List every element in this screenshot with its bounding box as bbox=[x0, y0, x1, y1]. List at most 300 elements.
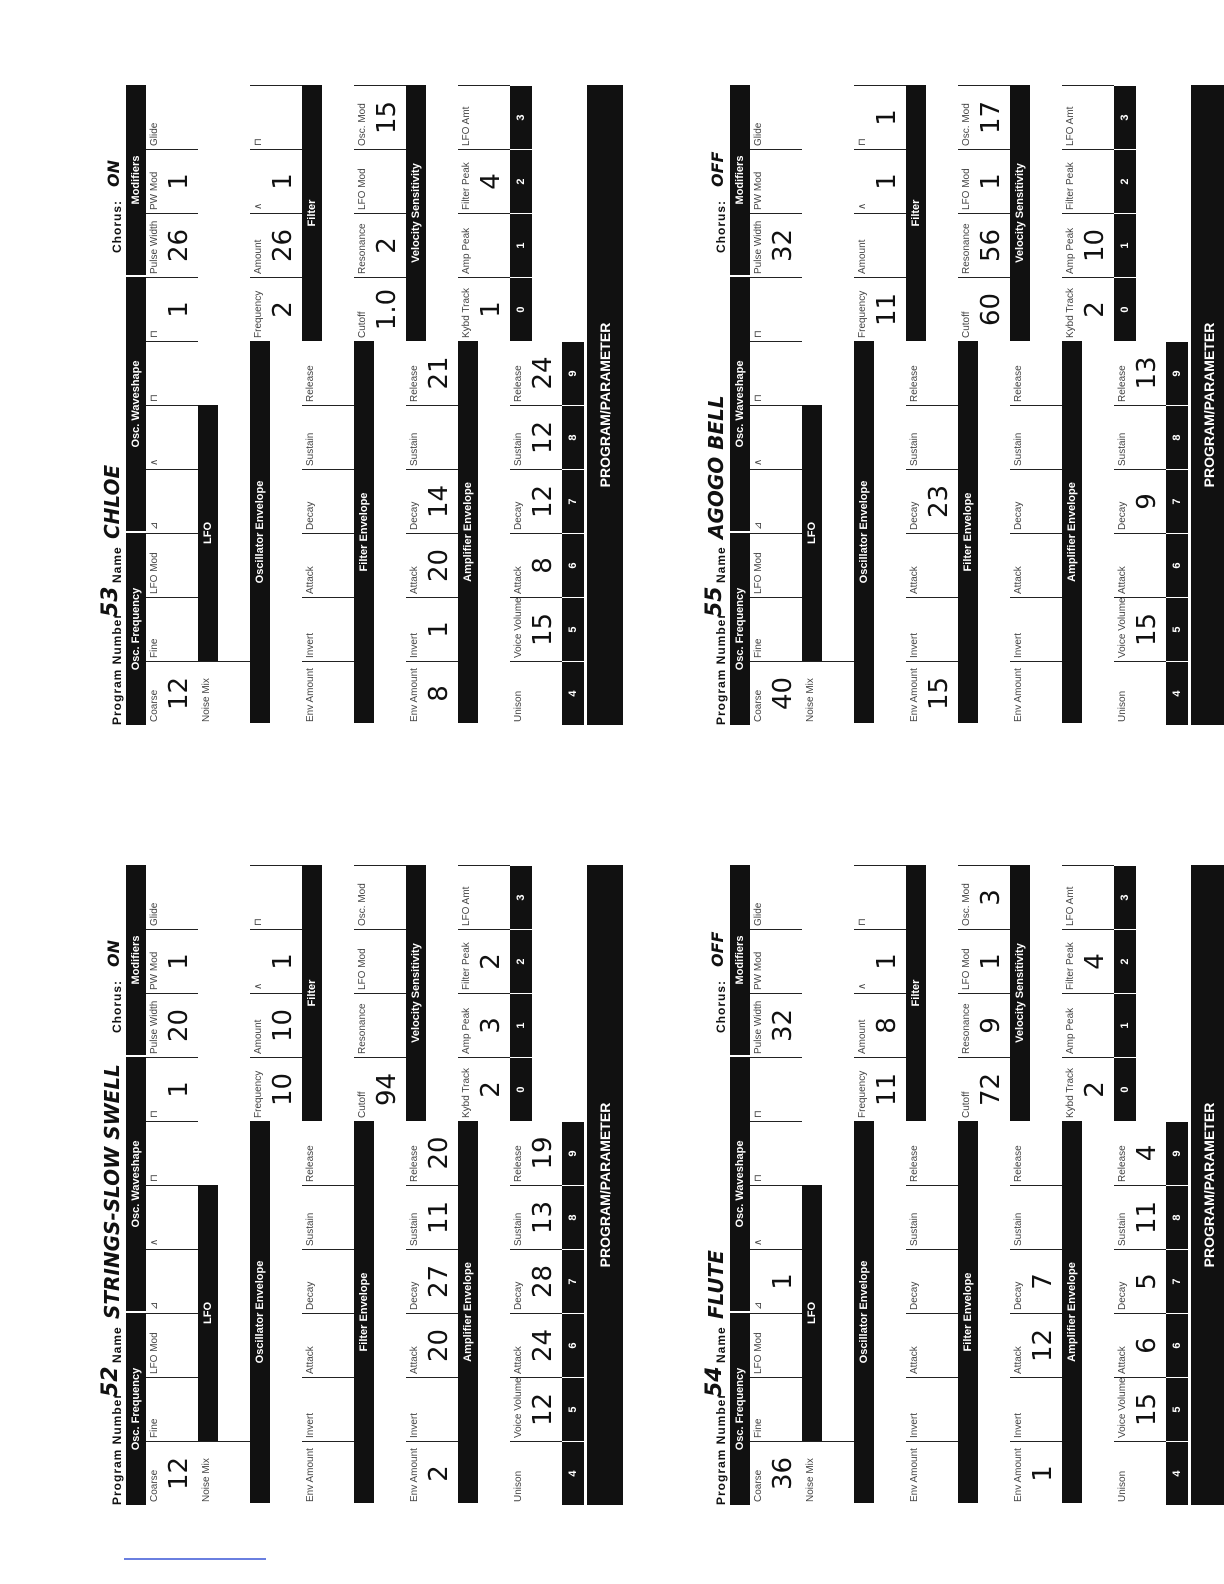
parameter-cell[interactable] bbox=[510, 405, 562, 469]
parameter-cell[interactable] bbox=[1010, 1313, 1062, 1377]
parameter-cell[interactable] bbox=[406, 597, 458, 661]
parameter-cell[interactable] bbox=[750, 213, 802, 277]
chorus-value[interactable]: ON bbox=[104, 160, 123, 187]
parameter-value[interactable]: 1 bbox=[768, 1273, 798, 1290]
chorus-value[interactable]: OFF bbox=[708, 151, 727, 187]
parameter-value[interactable]: 12 bbox=[164, 676, 194, 711]
parameter-cell[interactable] bbox=[302, 469, 354, 533]
parameter-value[interactable]: 20 bbox=[424, 548, 454, 583]
parameter-value[interactable]: 3 bbox=[976, 889, 1006, 906]
parameter-cell[interactable] bbox=[302, 1377, 354, 1441]
parameter-cell[interactable] bbox=[458, 85, 510, 149]
parameter-cell[interactable] bbox=[1010, 661, 1062, 725]
parameter-value[interactable]: 8 bbox=[424, 685, 454, 702]
parameter-cell[interactable] bbox=[406, 1185, 458, 1249]
parameter-cell[interactable] bbox=[146, 469, 198, 533]
parameter-cell[interactable] bbox=[146, 405, 198, 469]
parameter-cell[interactable] bbox=[250, 213, 302, 277]
program-parameter-key[interactable]: 2 bbox=[510, 149, 532, 213]
parameter-cell[interactable] bbox=[250, 1057, 302, 1121]
parameter-cell[interactable] bbox=[146, 149, 198, 213]
parameter-cell[interactable] bbox=[354, 993, 406, 1057]
parameter-value[interactable]: 9 bbox=[976, 1017, 1006, 1034]
parameter-cell[interactable] bbox=[250, 149, 302, 213]
parameter-cell[interactable] bbox=[146, 533, 198, 597]
parameter-cell[interactable] bbox=[406, 1249, 458, 1313]
parameter-value[interactable]: 15 bbox=[528, 612, 558, 647]
program-parameter-key[interactable]: 0 bbox=[510, 1057, 532, 1121]
program-parameter-key[interactable]: 4 bbox=[1166, 661, 1188, 725]
parameter-value[interactable]: 2 bbox=[372, 237, 402, 254]
program-name-value[interactable]: FLUTE bbox=[704, 1250, 728, 1319]
parameter-value[interactable]: 17 bbox=[976, 100, 1006, 135]
parameter-cell[interactable] bbox=[146, 341, 198, 405]
parameter-value[interactable]: 15 bbox=[372, 100, 402, 135]
parameter-cell[interactable] bbox=[750, 929, 802, 993]
parameter-value[interactable]: 3 bbox=[476, 1017, 506, 1034]
parameter-value[interactable]: 1 bbox=[872, 953, 902, 970]
parameter-value[interactable]: 36 bbox=[768, 1456, 798, 1491]
parameter-value[interactable]: 2 bbox=[1080, 1081, 1110, 1098]
parameter-value[interactable]: 12 bbox=[528, 484, 558, 519]
parameter-value[interactable]: 9 bbox=[1132, 493, 1162, 510]
program-parameter-key[interactable]: 5 bbox=[1166, 597, 1188, 661]
parameter-value[interactable]: 7 bbox=[1028, 1273, 1058, 1290]
parameter-cell[interactable] bbox=[458, 149, 510, 213]
parameter-value[interactable]: 32 bbox=[768, 228, 798, 263]
parameter-cell[interactable] bbox=[1062, 1057, 1114, 1121]
parameter-label: Osc. Mod bbox=[961, 883, 972, 926]
program-parameter-key[interactable]: 3 bbox=[1114, 865, 1136, 929]
parameter-value[interactable]: 12 bbox=[528, 420, 558, 455]
program-parameter-key[interactable]: 9 bbox=[562, 1121, 584, 1185]
parameter-cell[interactable] bbox=[354, 929, 406, 993]
parameter-cell[interactable] bbox=[1062, 993, 1114, 1057]
parameter-cell[interactable] bbox=[406, 341, 458, 405]
parameter-cell[interactable] bbox=[302, 597, 354, 661]
parameter-value[interactable]: 10 bbox=[268, 1072, 298, 1107]
parameter-cell[interactable] bbox=[750, 1441, 802, 1505]
parameter-cell[interactable] bbox=[906, 533, 958, 597]
parameter-cell[interactable] bbox=[854, 993, 906, 1057]
parameter-cell[interactable] bbox=[354, 85, 406, 149]
parameter-cell[interactable] bbox=[250, 993, 302, 1057]
parameter-cell[interactable] bbox=[750, 1121, 802, 1185]
parameter-cell[interactable] bbox=[1114, 1185, 1166, 1249]
program-parameter-key[interactable]: 4 bbox=[562, 1441, 584, 1505]
program-number-value[interactable]: 55 bbox=[702, 586, 727, 617]
parameter-cell[interactable] bbox=[146, 929, 198, 993]
program-parameter-key[interactable]: 8 bbox=[562, 405, 584, 469]
program-parameter-key[interactable]: 2 bbox=[510, 929, 532, 993]
parameter-cell[interactable] bbox=[354, 1057, 406, 1121]
parameter-cell[interactable] bbox=[510, 1441, 562, 1505]
parameter-value[interactable]: 1 bbox=[164, 1081, 194, 1098]
program-parameter-key[interactable]: 7 bbox=[1166, 469, 1188, 533]
parameter-cell[interactable] bbox=[510, 1377, 562, 1441]
parameter-cell[interactable] bbox=[854, 85, 906, 149]
parameter-value[interactable]: 11 bbox=[424, 1200, 454, 1235]
parameter-cell[interactable] bbox=[146, 1313, 198, 1377]
parameter-cell[interactable] bbox=[1114, 1313, 1166, 1377]
parameter-cell[interactable] bbox=[854, 277, 906, 341]
program-name-value[interactable]: CHLOE bbox=[100, 464, 124, 539]
program-parameter-key[interactable]: 5 bbox=[562, 1377, 584, 1441]
parameter-cell[interactable] bbox=[906, 341, 958, 405]
parameter-cell[interactable] bbox=[958, 149, 1010, 213]
parameter-cell[interactable] bbox=[854, 213, 906, 277]
parameter-cell[interactable] bbox=[510, 341, 562, 405]
parameter-cell[interactable] bbox=[750, 405, 802, 469]
parameter-cell[interactable] bbox=[854, 1057, 906, 1121]
program-parameter-key[interactable]: 9 bbox=[1166, 1121, 1188, 1185]
parameter-cell[interactable] bbox=[1010, 1185, 1062, 1249]
parameter-value[interactable]: 72 bbox=[976, 1072, 1006, 1107]
program-parameter-key[interactable]: 1 bbox=[510, 213, 532, 277]
parameter-value[interactable]: 1 bbox=[476, 301, 506, 318]
parameter-value[interactable]: 40 bbox=[768, 676, 798, 711]
parameter-value[interactable]: 20 bbox=[424, 1136, 454, 1170]
program-parameter-key[interactable]: 6 bbox=[1166, 1313, 1188, 1377]
parameter-value[interactable]: 4 bbox=[476, 173, 506, 190]
parameter-cell[interactable] bbox=[146, 85, 198, 149]
parameter-cell[interactable] bbox=[906, 597, 958, 661]
parameter-cell[interactable] bbox=[802, 661, 854, 725]
parameter-cell[interactable] bbox=[1114, 341, 1166, 405]
parameter-cell[interactable] bbox=[906, 1249, 958, 1313]
program-parameter-key[interactable]: 7 bbox=[562, 1249, 584, 1313]
parameter-value[interactable]: 21 bbox=[424, 356, 454, 390]
program-name-value[interactable]: STRINGS-SLOW SWELL bbox=[100, 1064, 124, 1319]
parameter-cell[interactable] bbox=[750, 865, 802, 929]
parameter-cell[interactable] bbox=[1114, 597, 1166, 661]
parameter-cell[interactable] bbox=[854, 149, 906, 213]
parameter-value[interactable]: 20 bbox=[164, 1008, 194, 1043]
program-parameter-key[interactable]: 3 bbox=[1114, 85, 1136, 149]
parameter-cell[interactable] bbox=[958, 85, 1010, 149]
program-number-value[interactable]: 54 bbox=[702, 1366, 727, 1397]
chorus-value[interactable]: ON bbox=[104, 940, 123, 967]
parameter-cell[interactable] bbox=[354, 149, 406, 213]
parameter-cell[interactable] bbox=[1062, 213, 1114, 277]
parameter-cell[interactable] bbox=[302, 1441, 354, 1505]
parameter-label: Invert bbox=[1013, 1412, 1024, 1438]
parameter-value[interactable]: 10 bbox=[268, 1008, 298, 1043]
program-number-value[interactable]: 53 bbox=[98, 586, 123, 617]
parameter-cell[interactable] bbox=[302, 1185, 354, 1249]
parameter-cell[interactable] bbox=[510, 1185, 562, 1249]
parameter-value[interactable]: 8 bbox=[528, 557, 558, 574]
parameter-cell[interactable] bbox=[302, 533, 354, 597]
parameter-value[interactable]: 2 bbox=[424, 1465, 454, 1482]
chorus-value[interactable]: OFF bbox=[708, 931, 727, 967]
parameter-cell[interactable] bbox=[510, 533, 562, 597]
parameter-cell[interactable] bbox=[750, 1249, 802, 1313]
parameter-cell[interactable] bbox=[1062, 277, 1114, 341]
parameter-cell[interactable] bbox=[406, 1441, 458, 1505]
parameter-cell[interactable] bbox=[406, 1121, 458, 1185]
parameter-value[interactable]: 1 bbox=[976, 953, 1006, 970]
parameter-value[interactable]: 28 bbox=[528, 1264, 558, 1299]
parameter-cell[interactable] bbox=[958, 1057, 1010, 1121]
parameter-cell[interactable] bbox=[1114, 405, 1166, 469]
parameter-value[interactable]: 4 bbox=[1132, 1144, 1162, 1162]
parameter-cell[interactable] bbox=[458, 993, 510, 1057]
program-parameter-key[interactable]: 1 bbox=[510, 993, 532, 1057]
parameter-cell[interactable] bbox=[750, 1313, 802, 1377]
parameter-value[interactable]: 56 bbox=[976, 228, 1006, 263]
parameter-cell[interactable] bbox=[146, 865, 198, 929]
parameter-cell[interactable] bbox=[146, 597, 198, 661]
parameter-cell[interactable] bbox=[146, 213, 198, 277]
parameter-value[interactable]: 1 bbox=[164, 173, 194, 190]
parameter-cell[interactable] bbox=[1114, 1377, 1166, 1441]
parameter-cell[interactable] bbox=[802, 1441, 854, 1505]
parameter-value[interactable]: 26 bbox=[268, 228, 298, 263]
parameter-cell[interactable] bbox=[958, 277, 1010, 341]
program-parameter-key[interactable]: 9 bbox=[562, 341, 584, 405]
parameter-cell[interactable] bbox=[1010, 533, 1062, 597]
program-parameter-key[interactable]: 0 bbox=[1114, 277, 1136, 341]
parameter-cell[interactable] bbox=[1010, 597, 1062, 661]
program-number-value[interactable]: 52 bbox=[98, 1366, 123, 1397]
parameter-value[interactable]: 11 bbox=[872, 292, 902, 327]
parameter-cell[interactable] bbox=[1010, 405, 1062, 469]
parameter-value[interactable]: 11 bbox=[1132, 1200, 1162, 1235]
parameter-cell[interactable] bbox=[958, 993, 1010, 1057]
parameter-cell[interactable] bbox=[458, 213, 510, 277]
parameter-value[interactable]: 11 bbox=[872, 1072, 902, 1107]
parameter-cell[interactable] bbox=[1114, 469, 1166, 533]
program-name-value[interactable]: AGOGO BELL bbox=[704, 395, 728, 539]
parameter-value[interactable]: 1 bbox=[872, 109, 902, 126]
parameter-value[interactable]: 20 bbox=[424, 1328, 454, 1363]
parameter-cell[interactable] bbox=[510, 597, 562, 661]
program-parameter-key[interactable]: 0 bbox=[510, 277, 532, 341]
parameter-cell[interactable] bbox=[906, 1313, 958, 1377]
program-parameter-key[interactable]: 0 bbox=[1114, 1057, 1136, 1121]
parameter-value[interactable]: 26 bbox=[164, 228, 194, 263]
parameter-cell[interactable] bbox=[906, 1185, 958, 1249]
parameter-cell[interactable] bbox=[146, 1185, 198, 1249]
parameter-cell[interactable] bbox=[1114, 533, 1166, 597]
program-parameter-key[interactable]: 7 bbox=[1166, 1249, 1188, 1313]
parameter-cell[interactable] bbox=[146, 661, 198, 725]
parameter-cell[interactable] bbox=[1114, 661, 1166, 725]
parameter-cell[interactable] bbox=[198, 1441, 250, 1505]
parameter-value[interactable]: 94 bbox=[372, 1072, 402, 1107]
parameter-cell[interactable] bbox=[854, 929, 906, 993]
parameter-value[interactable]: 24 bbox=[528, 356, 558, 390]
parameter-value[interactable]: 23 bbox=[924, 484, 954, 519]
parameter-cell[interactable] bbox=[750, 1057, 802, 1121]
parameter-value[interactable]: 60 bbox=[976, 292, 1006, 327]
program-parameter-key[interactable]: 6 bbox=[1166, 533, 1188, 597]
parameter-value[interactable]: 12 bbox=[164, 1456, 194, 1491]
parameter-value[interactable]: 12 bbox=[528, 1392, 558, 1427]
program-parameter-key[interactable]: 8 bbox=[562, 1185, 584, 1249]
parameter-value[interactable]: 2 bbox=[1080, 301, 1110, 318]
parameter-cell[interactable] bbox=[1010, 1249, 1062, 1313]
program-parameter-key[interactable]: 7 bbox=[562, 469, 584, 533]
parameter-cell[interactable] bbox=[302, 1121, 354, 1185]
parameter-cell[interactable] bbox=[906, 1121, 958, 1185]
parameter-cell[interactable] bbox=[510, 661, 562, 725]
parameter-cell[interactable] bbox=[906, 405, 958, 469]
program-parameter-key[interactable]: 1 bbox=[1114, 993, 1136, 1057]
parameter-cell[interactable] bbox=[146, 1121, 198, 1185]
parameter-cell[interactable] bbox=[302, 341, 354, 405]
parameter-label: ⊿ bbox=[149, 521, 160, 530]
program-parameter-key[interactable]: 6 bbox=[562, 533, 584, 597]
program-parameter-key[interactable]: 4 bbox=[1166, 1441, 1188, 1505]
parameter-cell[interactable] bbox=[406, 469, 458, 533]
program-parameter-key[interactable]: 4 bbox=[562, 661, 584, 725]
parameter-cell[interactable] bbox=[750, 85, 802, 149]
parameter-cell[interactable] bbox=[1062, 865, 1114, 929]
parameter-value[interactable]: 19 bbox=[528, 1136, 558, 1170]
parameter-cell[interactable] bbox=[750, 993, 802, 1057]
parameter-cell[interactable] bbox=[146, 1441, 198, 1505]
parameter-cell[interactable] bbox=[1114, 1441, 1166, 1505]
parameter-cell[interactable] bbox=[198, 661, 250, 725]
parameter-cell[interactable] bbox=[510, 1249, 562, 1313]
parameter-cell[interactable] bbox=[146, 1057, 198, 1121]
parameter-cell[interactable] bbox=[1010, 1441, 1062, 1505]
parameter-cell[interactable] bbox=[1010, 341, 1062, 405]
parameter-cell[interactable] bbox=[250, 85, 302, 149]
program-parameter-key[interactable]: 8 bbox=[1166, 1185, 1188, 1249]
parameter-value[interactable]: 14 bbox=[424, 484, 454, 519]
parameter-cell[interactable] bbox=[906, 1441, 958, 1505]
parameter-cell[interactable] bbox=[958, 865, 1010, 929]
parameter-value[interactable]: 1 bbox=[872, 173, 902, 190]
program-parameter-key[interactable]: 5 bbox=[1166, 1377, 1188, 1441]
program-parameter-key[interactable]: 5 bbox=[562, 597, 584, 661]
parameter-value[interactable]: 1 bbox=[268, 953, 298, 970]
program-parameter-key[interactable]: 1 bbox=[1114, 213, 1136, 277]
parameter-value[interactable]: 2 bbox=[476, 953, 506, 970]
parameter-cell[interactable] bbox=[1062, 929, 1114, 993]
parameter-value[interactable]: 1 bbox=[424, 621, 454, 638]
program-parameter-key[interactable]: 8 bbox=[1166, 405, 1188, 469]
parameter-cell[interactable] bbox=[250, 865, 302, 929]
parameter-cell[interactable] bbox=[958, 929, 1010, 993]
parameter-value[interactable]: 2 bbox=[268, 301, 298, 318]
parameter-value[interactable]: 1 bbox=[268, 173, 298, 190]
parameter-cell[interactable] bbox=[406, 1313, 458, 1377]
parameter-value[interactable]: 1 bbox=[976, 173, 1006, 190]
parameter-value[interactable]: 6 bbox=[1132, 1337, 1162, 1354]
program-parameter-key[interactable]: 2 bbox=[1114, 929, 1136, 993]
parameter-cell[interactable] bbox=[750, 149, 802, 213]
parameter-cell[interactable] bbox=[302, 1313, 354, 1377]
parameter-cell[interactable] bbox=[406, 405, 458, 469]
parameter-cell[interactable] bbox=[906, 1377, 958, 1441]
parameter-cell[interactable] bbox=[302, 1249, 354, 1313]
parameter-value[interactable]: 2 bbox=[476, 1081, 506, 1098]
parameter-cell[interactable] bbox=[906, 469, 958, 533]
parameter-value[interactable]: 24 bbox=[528, 1328, 558, 1363]
parameter-label: ⊓ bbox=[253, 918, 264, 926]
parameter-cell[interactable] bbox=[510, 1121, 562, 1185]
parameter-cell[interactable] bbox=[458, 929, 510, 993]
parameter-cell[interactable] bbox=[958, 213, 1010, 277]
parameter-cell[interactable] bbox=[458, 865, 510, 929]
parameter-cell[interactable] bbox=[750, 341, 802, 405]
parameter-cell[interactable] bbox=[250, 277, 302, 341]
parameter-value[interactable]: 27 bbox=[424, 1264, 454, 1299]
parameter-cell[interactable] bbox=[146, 1249, 198, 1313]
parameter-cell[interactable] bbox=[1114, 1249, 1166, 1313]
parameter-value[interactable]: 12 bbox=[1028, 1328, 1058, 1363]
parameter-cell[interactable] bbox=[750, 1377, 802, 1441]
parameter-value[interactable]: 10 bbox=[1080, 228, 1110, 263]
parameter-value[interactable]: 13 bbox=[1132, 356, 1162, 390]
program-parameter-key[interactable]: 6 bbox=[562, 1313, 584, 1377]
parameter-value[interactable]: 5 bbox=[1132, 1273, 1162, 1290]
parameter-value[interactable]: 13 bbox=[528, 1200, 558, 1235]
parameter-cell[interactable] bbox=[906, 661, 958, 725]
parameter-value[interactable]: 15 bbox=[924, 676, 954, 711]
parameter-cell[interactable] bbox=[750, 597, 802, 661]
parameter-cell[interactable] bbox=[510, 1313, 562, 1377]
parameter-cell[interactable] bbox=[354, 277, 406, 341]
parameter-value[interactable]: 1 bbox=[1028, 1465, 1058, 1482]
parameter-cell[interactable] bbox=[250, 929, 302, 993]
parameter-cell[interactable] bbox=[1114, 1121, 1166, 1185]
parameter-cell[interactable] bbox=[1062, 149, 1114, 213]
parameter-value[interactable]: 1 bbox=[164, 953, 194, 970]
parameter-value[interactable]: 32 bbox=[768, 1008, 798, 1043]
parameter-value[interactable]: 4 bbox=[1080, 953, 1110, 970]
parameter-cell[interactable] bbox=[354, 865, 406, 929]
parameter-cell[interactable] bbox=[750, 661, 802, 725]
program-parameter-key[interactable]: 9 bbox=[1166, 341, 1188, 405]
parameter-cell[interactable] bbox=[146, 993, 198, 1057]
parameter-cell[interactable] bbox=[406, 661, 458, 725]
parameter-cell[interactable] bbox=[406, 533, 458, 597]
parameter-cell[interactable] bbox=[1010, 1377, 1062, 1441]
parameter-value[interactable]: 15 bbox=[1132, 1392, 1162, 1427]
program-parameter-key[interactable]: 3 bbox=[510, 865, 532, 929]
parameter-cell[interactable] bbox=[354, 213, 406, 277]
parameter-cell[interactable] bbox=[302, 661, 354, 725]
parameter-cell[interactable] bbox=[146, 277, 198, 341]
parameter-cell[interactable] bbox=[750, 277, 802, 341]
parameter-cell[interactable] bbox=[510, 469, 562, 533]
parameter-label: LFO Mod bbox=[149, 552, 160, 594]
parameter-cell[interactable] bbox=[458, 1057, 510, 1121]
parameter-cell[interactable] bbox=[146, 1377, 198, 1441]
parameter-value[interactable]: 1 bbox=[164, 301, 194, 318]
parameter-cell[interactable] bbox=[1062, 85, 1114, 149]
parameter-cell[interactable] bbox=[854, 865, 906, 929]
program-parameter-key[interactable]: 2 bbox=[1114, 149, 1136, 213]
parameter-cell[interactable] bbox=[750, 469, 802, 533]
parameter-value[interactable]: 1.0 bbox=[372, 288, 402, 331]
parameter-cell[interactable] bbox=[458, 277, 510, 341]
parameter-value[interactable]: 15 bbox=[1132, 612, 1162, 647]
parameter-cell[interactable] bbox=[1010, 1121, 1062, 1185]
parameter-cell[interactable] bbox=[750, 533, 802, 597]
parameter-value[interactable]: 8 bbox=[872, 1017, 902, 1034]
program-parameter-key[interactable]: 3 bbox=[510, 85, 532, 149]
parameter-cell[interactable] bbox=[302, 405, 354, 469]
parameter-cell[interactable] bbox=[1010, 469, 1062, 533]
parameter-cell[interactable] bbox=[750, 1185, 802, 1249]
parameter-cell[interactable] bbox=[406, 1377, 458, 1441]
